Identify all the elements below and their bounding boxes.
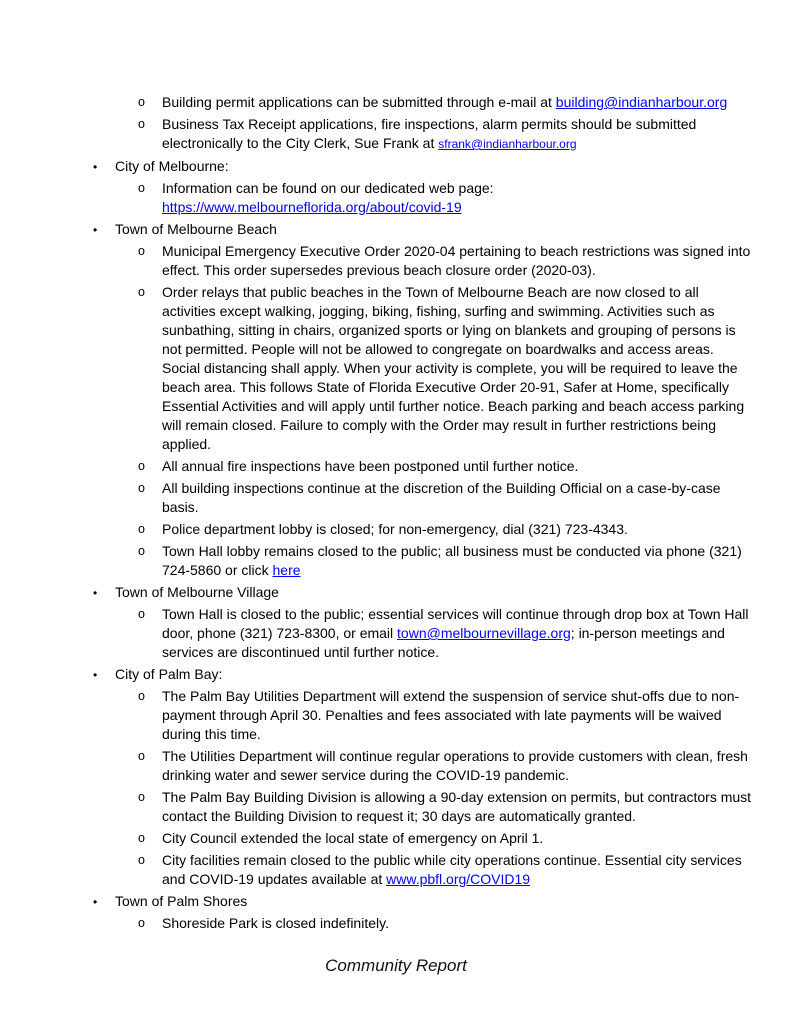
item-text <box>162 748 748 783</box>
bullet-circle-icon: o <box>138 117 145 131</box>
text-run: The Palm Bay Utilities Department will extend the suspension of service shut-offs due to non-payment through April 30. Penalties and fees associated with late payments will be waived during this time. <box>162 688 740 742</box>
text-run: Shoreside Park is closed indefinitely. <box>162 915 389 931</box>
list-item-level-2 <box>138 747 753 785</box>
item-text <box>115 158 229 174</box>
text-run: Building permit applications can be submitted through e-mail at <box>162 94 556 110</box>
melbournevillage-email-link[interactable]: town@melbournevillage.org <box>397 625 571 641</box>
text-run: City Council extended the local state of emergency on April 1. <box>162 830 544 846</box>
item-text <box>162 915 389 931</box>
list-item-level-2 <box>138 242 753 280</box>
list-item-level-1 <box>93 220 755 239</box>
bullet-circle-icon: o <box>138 831 145 845</box>
list-item-level-1 <box>93 157 755 176</box>
item-text <box>115 893 247 909</box>
text-run: City of Melbourne: <box>115 158 229 174</box>
building-email-link[interactable]: building@indianharbour.org <box>555 94 728 110</box>
bullet-circle-icon: o <box>138 689 145 703</box>
item-text <box>162 243 750 278</box>
bullet-circle-icon: o <box>138 790 145 804</box>
text-run: All building inspections continue at the discretion of the Building Official on a case-by-case basis. <box>162 480 721 515</box>
bullet-circle-icon: o <box>138 522 145 536</box>
list-item-level-1 <box>93 892 755 911</box>
list-item-level-2 <box>138 542 753 580</box>
item-text <box>162 543 742 578</box>
text-run: City facilities remain closed to the public while city operations continue. Essential city services and COVID-19 updates available at <box>162 852 742 887</box>
list-item-level-2 <box>138 457 753 476</box>
list-item-level-1 <box>93 665 755 684</box>
text-run: Order relays that public beaches in the Town of Melbourne Beach are now closed to all activities except walking, jogging, biking, fishing, surfing and swimming. Activities such as sunbathing, sitting in chairs, organized sports or lying on blankets and grouping of persons is not permitted. People will not be allowed to congregate on boardwalks and access areas. Social distancing shall apply. When your activity is complete, you will be required to leave the beach area. This follows State of Florida Executive Order 20-91, Safer at Home, specifically Essential Activities and will apply until further notice. Beach parking and beach access parking will remain closed. Failure to comply with the Order may result in further restrictions being applied. <box>162 284 745 452</box>
bullet-circle-icon: o <box>138 459 145 473</box>
bullet-circle-icon: o <box>138 853 145 867</box>
item-text <box>162 480 721 515</box>
text-run: Town of Melbourne Village <box>115 584 279 600</box>
item-text <box>162 830 543 846</box>
list-item-level-2 <box>138 605 753 662</box>
list-item-level-2 <box>138 851 753 889</box>
text-run: Business Tax Receipt applications, fire inspections, alarm permits should be submitted electronically to the City Clerk, Sue Frank at <box>162 116 697 151</box>
text-run: Town of Palm Shores <box>115 893 248 909</box>
text-run: All annual fire inspections have been postponed until further notice. <box>162 458 579 474</box>
list-item-level-2 <box>138 93 753 112</box>
list-item-level-2 <box>138 179 753 217</box>
text-run: Town Hall lobby remains closed to the public; all business must be conducted via phone (321) 724-5860 or click <box>162 543 742 578</box>
item-text <box>115 584 279 600</box>
item-text <box>162 606 749 660</box>
list-item-level-2 <box>138 115 753 154</box>
text-run: The Palm Bay Building Division is allowing a 90-day extension on permits, but contractors must contact the Building Division to request it; 30 days are automatically granted. <box>162 789 752 824</box>
pbfl-covid-url-link[interactable]: www.pbfl.org/COVID19 <box>386 871 531 887</box>
bullet-circle-icon: o <box>138 749 145 763</box>
bullet-list <box>93 93 755 936</box>
list-item-level-2 <box>138 829 753 848</box>
list-item-level-2 <box>138 687 753 744</box>
item-text <box>162 688 739 742</box>
item-text <box>162 521 628 537</box>
bullet-disc-icon: • <box>93 586 98 600</box>
footer-title: Community Report <box>325 956 467 975</box>
text-run: Information can be found on our dedicated web page: <box>162 180 494 196</box>
item-text <box>162 116 696 151</box>
list-item-level-1 <box>93 583 755 602</box>
bullet-circle-icon: o <box>138 181 145 195</box>
item-text <box>115 221 277 237</box>
bullet-circle-icon: o <box>138 95 145 109</box>
text-run: City of Palm Bay: <box>115 666 223 682</box>
item-text <box>162 458 578 474</box>
town-hall-here-link[interactable]: here <box>272 562 301 578</box>
bullet-disc-icon: • <box>93 668 98 682</box>
item-text <box>162 94 727 110</box>
item-text <box>162 789 751 824</box>
bullet-disc-icon: • <box>93 895 98 909</box>
bullet-circle-icon: o <box>138 481 145 495</box>
list-item-level-2 <box>138 788 753 826</box>
bullet-circle-icon: o <box>138 544 145 558</box>
text-run: Town Hall is closed to the public; essential services will continue through drop box at Town Hall door, phone (321) 723-8300, or email <box>162 606 749 641</box>
item-text <box>162 180 494 215</box>
text-run: Police department lobby is closed; for non-emergency, dial (321) 723-4343. <box>162 521 628 537</box>
text-run: The Utilities Department will continue regular operations to provide customers with clean, fresh drinking water and sewer service during the COVID-19 pandemic. <box>162 748 748 783</box>
bullet-disc-icon: • <box>93 223 98 237</box>
item-text <box>115 666 222 682</box>
list-item-level-2 <box>138 914 753 933</box>
bullet-circle-icon: o <box>138 285 145 299</box>
list-item-level-2 <box>138 520 753 539</box>
bullet-circle-icon: o <box>138 607 145 621</box>
text-run: ; in-person meetings and services are discontinued until further notice. <box>162 625 725 660</box>
item-text <box>162 284 744 452</box>
bullet-disc-icon: • <box>93 160 98 174</box>
bullet-circle-icon: o <box>138 916 145 930</box>
list-item-level-2 <box>138 479 753 517</box>
bullet-circle-icon: o <box>138 244 145 258</box>
list-item-level-2 <box>138 283 753 454</box>
melbourne-covid-url-link[interactable]: https://www.melbourneflorida.org/about/covid-19 <box>162 199 462 215</box>
text-run: Town of Melbourne Beach <box>115 221 277 237</box>
item-text <box>162 852 742 887</box>
sfrank-email-link[interactable]: sfrank@indianharbour.org <box>438 137 577 151</box>
text-run: Municipal Emergency Executive Order 2020-04 pertaining to beach restrictions was signed into effect. This order supersedes previous beach closure order (2020-03). <box>162 243 751 278</box>
